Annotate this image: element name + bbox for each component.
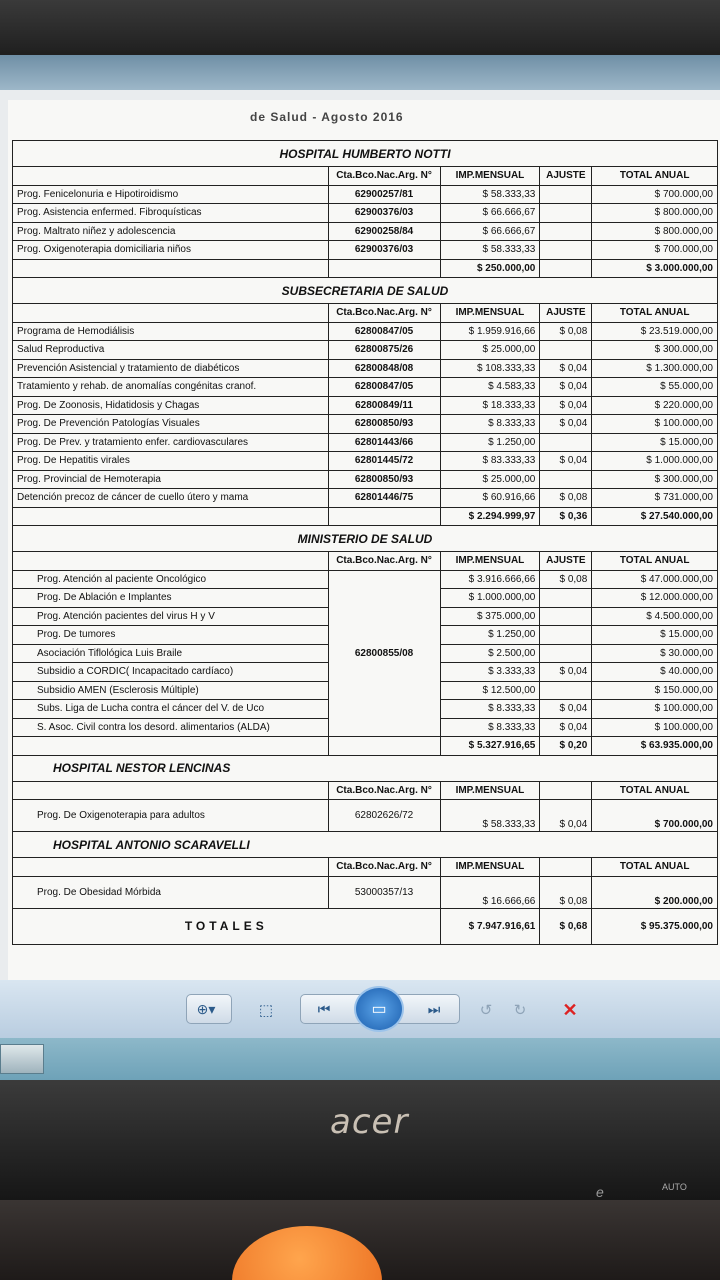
monthly-amount: $ 2.500,00 — [440, 644, 540, 663]
adjust-amount: $ 0,04 — [540, 452, 592, 471]
zoom-icon[interactable]: ⊕▾ — [196, 1000, 216, 1017]
col-header-adjust: AJUSTE — [540, 304, 592, 323]
col-header-annual: TOTAL ANUAL — [592, 167, 718, 186]
table-row — [13, 341, 718, 360]
adjust-amount — [540, 589, 592, 608]
adjust-amount — [540, 626, 592, 645]
monthly-amount: $ 4.583,33 — [440, 378, 540, 397]
annual-amount: $ 47.000.000,00 — [592, 570, 718, 589]
monthly-amount: $ 25.000,00 — [440, 470, 540, 489]
program-name: Subsidio a CORDIC( Incapacitado cardíaco) — [13, 663, 329, 682]
monthly-amount: $ 25.000,00 — [440, 341, 540, 360]
program-name: Prog. Maltrato niñez y adolescencia — [13, 222, 329, 241]
table-row — [13, 570, 718, 589]
monthly-amount: $ 1.000.000,00 — [440, 589, 540, 608]
annual-amount: $ 23.519.000,00 — [592, 322, 718, 341]
adjust-amount: $ 0,04 — [540, 415, 592, 434]
col-header-monthly: IMP.MENSUAL — [440, 304, 540, 323]
col-header-account: Cta.Bco.Nac.Arg. N° — [328, 167, 440, 186]
account-number: 62800850/93 — [328, 470, 440, 489]
subtotal-monthly: $ 250.000,00 — [440, 259, 540, 278]
col-header-monthly: IMP.MENSUAL — [440, 167, 540, 186]
monthly-amount: $ 83.333,33 — [440, 452, 540, 471]
table-row — [13, 396, 718, 415]
subtotal-row — [13, 259, 718, 278]
adjust-amount — [540, 204, 592, 223]
table-row — [13, 185, 718, 204]
annual-amount: $ 4.500.000,00 — [592, 607, 718, 626]
adjust-amount: $ 0,04 — [540, 378, 592, 397]
adjust-amount — [540, 607, 592, 626]
program-name: Subs. Liga de Lucha contra el cáncer del V. de Uco — [13, 700, 329, 719]
subtotal-row — [13, 737, 718, 756]
monthly-amount: $ 8.333,33 — [440, 700, 540, 719]
monthly-amount: $ 66.666,67 — [440, 222, 540, 241]
section-title-ministerio: MINISTERIO DE SALUD — [13, 526, 718, 552]
annual-amount: $ 30.000,00 — [592, 644, 718, 663]
col-header-adjust: AJUSTE — [540, 552, 592, 571]
program-name: Prog. Fenicelonuria e Hipotiroidismo — [13, 185, 329, 204]
program-name: Salud Reproductiva — [13, 341, 329, 360]
account-number: 62800847/05 — [328, 322, 440, 341]
document-title-cropped: de Salud - Agosto 2016 — [250, 110, 404, 124]
subtotal-annual: $ 27.540.000,00 — [592, 507, 718, 526]
table-row — [13, 800, 718, 832]
section-title-scaravelli: HOSPITAL ANTONIO SCARAVELLI — [13, 832, 718, 858]
window-titlebar — [0, 55, 720, 90]
monthly-amount: $ 1.250,00 — [440, 626, 540, 645]
budget-table — [12, 140, 718, 945]
adjust-amount: $ 0,04 — [540, 718, 592, 737]
table-row — [13, 489, 718, 508]
program-name: Prog. De Zoonosis, Hidatidosis y Chagas — [13, 396, 329, 415]
subtotal-adjust — [540, 259, 592, 278]
monthly-amount: $ 16.666,66 — [440, 876, 540, 908]
program-name: Prog. Atención pacientes del virus H y V — [13, 607, 329, 626]
totals-annual: $ 95.375.000,00 — [592, 908, 718, 944]
taskbar-thumbnail[interactable] — [0, 1044, 44, 1074]
table-row — [13, 359, 718, 378]
annual-amount: $ 55.000,00 — [592, 378, 718, 397]
fit-window-icon[interactable]: ⬚ — [258, 1002, 274, 1019]
annual-amount: $ 1.000.000,00 — [592, 452, 718, 471]
annual-amount: $ 700.000,00 — [592, 241, 718, 260]
annual-amount: $ 800.000,00 — [592, 204, 718, 223]
account-number: 62900376/03 — [328, 241, 440, 260]
program-name: Programa de Hemodiálisis — [13, 322, 329, 341]
annual-amount: $ 800.000,00 — [592, 222, 718, 241]
rotate-left-icon[interactable]: ↺ — [479, 1002, 493, 1019]
table-row — [13, 204, 718, 223]
monthly-amount: $ 58.333,33 — [440, 185, 540, 204]
col-header-annual: TOTAL ANUAL — [592, 858, 718, 877]
taskbar — [0, 1038, 720, 1080]
annual-amount: $ 100.000,00 — [592, 718, 718, 737]
adjust-amount: $ 0,04 — [540, 700, 592, 719]
totals-monthly: $ 7.947.916,61 — [440, 908, 540, 944]
program-name: Prog. De Hepatitis virales — [13, 452, 329, 471]
table-row — [13, 322, 718, 341]
monthly-amount: $ 108.333,33 — [440, 359, 540, 378]
annual-amount: $ 1.300.000,00 — [592, 359, 718, 378]
subtotal-row — [13, 507, 718, 526]
subtotal-adjust: $ 0,20 — [540, 737, 592, 756]
monthly-amount: $ 58.333,33 — [440, 800, 540, 832]
adjust-amount: $ 0,08 — [540, 322, 592, 341]
annual-amount: $ 300.000,00 — [592, 470, 718, 489]
annual-amount: $ 300.000,00 — [592, 341, 718, 360]
table-row — [13, 876, 718, 908]
monthly-amount: $ 8.333,33 — [440, 415, 540, 434]
adjust-amount: $ 0,08 — [540, 489, 592, 508]
program-name: Prog. De Obesidad Mórbida — [13, 876, 329, 908]
program-name: Prevención Asistencial y tratamiento de diabéticos — [13, 359, 329, 378]
table-row — [13, 415, 718, 434]
program-name: S. Asoc. Civil contra los desord. alimentarios (ALDA) — [13, 718, 329, 737]
delete-icon[interactable]: ✕ — [562, 999, 578, 1020]
subtotal-adjust: $ 0,36 — [540, 507, 592, 526]
account-number: 62800849/11 — [328, 396, 440, 415]
totals-label: TOTALES — [13, 908, 441, 944]
adjust-amount: $ 0,04 — [540, 359, 592, 378]
monthly-amount: $ 58.333,33 — [440, 241, 540, 260]
table-row — [13, 222, 718, 241]
col-header-annual: TOTAL ANUAL — [592, 781, 718, 800]
program-name: Prog. De Oxigenoterapia para adultos — [13, 800, 329, 832]
account-number: 53000357/13 — [328, 876, 440, 908]
table-row — [13, 378, 718, 397]
annual-amount: $ 15.000,00 — [592, 626, 718, 645]
rotate-right-icon[interactable]: ↻ — [513, 1002, 527, 1019]
monthly-amount: $ 12.500,00 — [440, 681, 540, 700]
table-row — [13, 470, 718, 489]
monthly-amount: $ 1.250,00 — [440, 433, 540, 452]
account-number: 62802626/72 — [328, 800, 440, 832]
col-header-monthly: IMP.MENSUAL — [440, 858, 540, 877]
zoom-group — [186, 994, 232, 1024]
col-header-account: Cta.Bco.Nac.Arg. N° — [328, 858, 440, 877]
program-name: Prog. De Prevención Patologías Visuales — [13, 415, 329, 434]
adjust-amount — [540, 470, 592, 489]
annual-amount: $ 220.000,00 — [592, 396, 718, 415]
account-number: 62800847/05 — [328, 378, 440, 397]
program-name: Detención precoz de cáncer de cuello útero y mama — [13, 489, 329, 508]
subtotal-monthly: $ 5.327.916,65 — [440, 737, 540, 756]
program-name: Prog. Atención al paciente Oncológico — [13, 570, 329, 589]
program-name: Prog. Provincial de Hemoterapia — [13, 470, 329, 489]
monthly-amount: $ 66.666,67 — [440, 204, 540, 223]
annual-amount: $ 100.000,00 — [592, 700, 718, 719]
account-number: 62800850/93 — [328, 415, 440, 434]
slideshow-icon[interactable]: ▭ — [354, 986, 404, 1032]
account-number: 62900376/03 — [328, 204, 440, 223]
program-name: Prog. Asistencia enfermed. Fibroquísticas — [13, 204, 329, 223]
account-number: 62800875/26 — [328, 341, 440, 360]
previous-icon[interactable]: ⏮ — [317, 1000, 331, 1017]
annual-amount: $ 100.000,00 — [592, 415, 718, 434]
adjust-amount: $ 0,04 — [540, 396, 592, 415]
monthly-amount: $ 1.959.916,66 — [440, 322, 540, 341]
section-title-subsecretaria: SUBSECRETARIA DE SALUD — [13, 278, 718, 304]
monthly-amount: $ 18.333,33 — [440, 396, 540, 415]
col-header-monthly: IMP.MENSUAL — [440, 552, 540, 571]
col-header-adjust: AJUSTE — [540, 167, 592, 186]
program-name: Asociación Tiflológica Luis Braile — [13, 644, 329, 663]
program-name: Prog. De Prev. y tratamiento enfer. cardiovasculares — [13, 433, 329, 452]
annual-amount: $ 200.000,00 — [592, 876, 718, 908]
annual-amount: $ 150.000,00 — [592, 681, 718, 700]
table-row — [13, 433, 718, 452]
monthly-amount: $ 375.000,00 — [440, 607, 540, 626]
col-header-monthly: IMP.MENSUAL — [440, 781, 540, 800]
monthly-amount: $ 8.333,33 — [440, 718, 540, 737]
annual-amount: $ 700.000,00 — [592, 185, 718, 204]
totals-adjust: $ 0,68 — [540, 908, 592, 944]
adjust-amount — [540, 433, 592, 452]
monitor-brand-logo: acer — [330, 1102, 409, 1142]
subtotal-monthly: $ 2.294.999,97 — [440, 507, 540, 526]
adjust-amount: $ 0,04 — [540, 663, 592, 682]
adjust-amount: $ 0,08 — [540, 876, 592, 908]
col-header-account: Cta.Bco.Nac.Arg. N° — [328, 552, 440, 571]
monthly-amount: $ 3.916.666,66 — [440, 570, 540, 589]
account-number: 62900257/81 — [328, 185, 440, 204]
auto-button-label[interactable]: AUTO — [662, 1182, 687, 1192]
subtotal-annual: $ 3.000.000,00 — [592, 259, 718, 278]
program-name: Subsidio AMEN (Esclerosis Múltiple) — [13, 681, 329, 700]
adjust-amount — [540, 341, 592, 360]
adjust-amount — [540, 222, 592, 241]
account-number: 62801445/72 — [328, 452, 440, 471]
col-header-account: Cta.Bco.Nac.Arg. N° — [328, 304, 440, 323]
table-row — [13, 241, 718, 260]
program-name: Prog. Oxigenoterapia domiciliaria niños — [13, 241, 329, 260]
program-name: Tratamiento y rehab. de anomalías congénitas cranof. — [13, 378, 329, 397]
monitor-top-bezel — [0, 0, 720, 60]
subtotal-annual: $ 63.935.000,00 — [592, 737, 718, 756]
account-number: 62800855/08 — [328, 570, 440, 737]
annual-amount: $ 40.000,00 — [592, 663, 718, 682]
section-title-lencinas: HOSPITAL NESTOR LENCINAS — [13, 755, 718, 781]
section-title-notti: HOSPITAL HUMBERTO NOTTI — [13, 141, 718, 167]
monthly-amount: $ 3.333,33 — [440, 663, 540, 682]
annual-amount: $ 700.000,00 — [592, 800, 718, 832]
table-row — [13, 452, 718, 471]
adjust-amount: $ 0,04 — [540, 800, 592, 832]
col-header-annual: TOTAL ANUAL — [592, 304, 718, 323]
account-number: 62900258/84 — [328, 222, 440, 241]
col-header-annual: TOTAL ANUAL — [592, 552, 718, 571]
annual-amount: $ 15.000,00 — [592, 433, 718, 452]
adjust-amount — [540, 681, 592, 700]
adjust-amount — [540, 644, 592, 663]
account-number: 62801446/75 — [328, 489, 440, 508]
col-header-account: Cta.Bco.Nac.Arg. N° — [328, 781, 440, 800]
viewer-toolbar — [0, 980, 720, 1038]
monthly-amount: $ 60.916,66 — [440, 489, 540, 508]
adjust-amount — [540, 185, 592, 204]
account-number: 62800848/08 — [328, 359, 440, 378]
adjust-amount: $ 0,08 — [540, 570, 592, 589]
annual-amount: $ 731.000,00 — [592, 489, 718, 508]
power-icon[interactable]: e — [596, 1184, 604, 1200]
program-name: Prog. De tumores — [13, 626, 329, 645]
next-icon[interactable]: ⏭ — [427, 1000, 441, 1017]
adjust-amount — [540, 241, 592, 260]
program-name: Prog. De Ablación e Implantes — [13, 589, 329, 608]
annual-amount: $ 12.000.000,00 — [592, 589, 718, 608]
totals-row — [13, 908, 718, 944]
account-number: 62801443/66 — [328, 433, 440, 452]
